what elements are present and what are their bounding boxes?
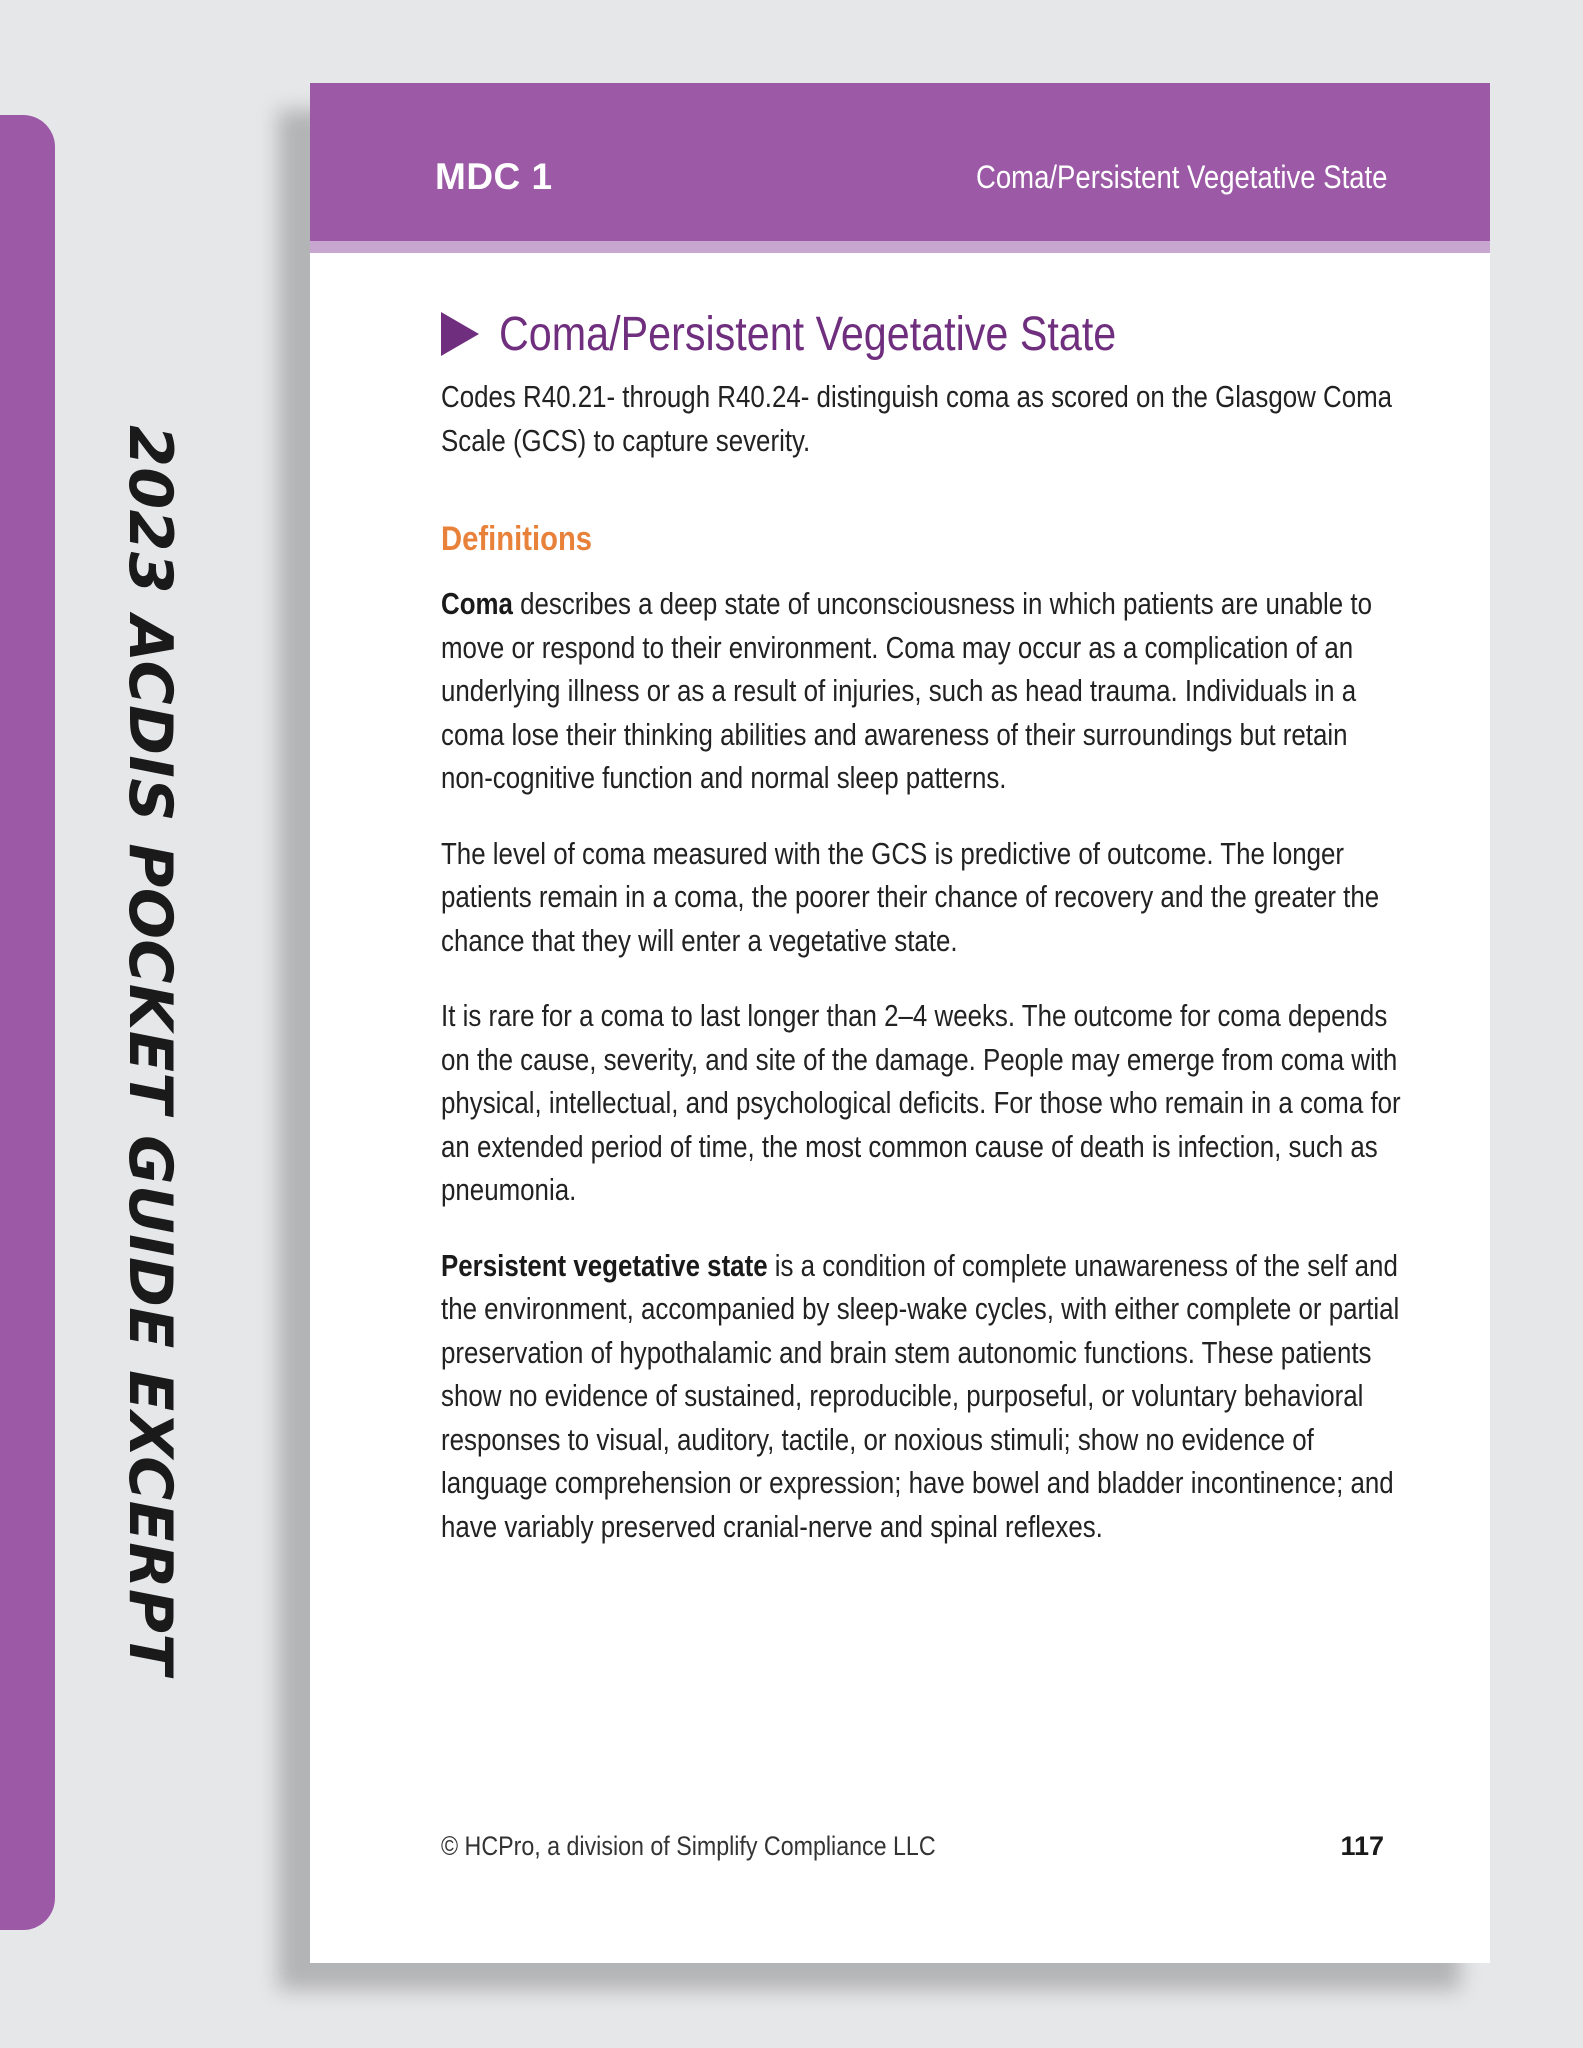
section-heading [441, 303, 1401, 365]
triangle-bullet-icon [441, 312, 479, 356]
page-card [310, 83, 1490, 1963]
page-number: 117 [1340, 1831, 1384, 1861]
side-tab [0, 115, 55, 1930]
paragraph-gcs-outcome: The level of coma measured with the GCS is predictive of outcome. The longer patients remain in a coma, the poorer their chance of recovery and the greater the chance that they will enter a vegetative state. [441, 835, 1380, 958]
paragraph-coma-duration: It is rare for a coma to last longer than 2–4 weeks. The outcome for coma depends on the cause, severity, and site of the damage. People may emerge from coma with physical, intellectual, and psychological deficits. For those who remain in a coma for an extended period of time, the most common cause of death is infection, such as pneumonia. [441, 998, 1401, 1207]
copyright-notice: © HCPro, a division of Simplify Compliance LLC [441, 1831, 936, 1861]
chapter-label: MDC 1 [435, 156, 553, 197]
definitions-heading: Definitions [441, 520, 593, 558]
definition-paragraph-coma [441, 582, 1401, 800]
side-title: 2023 ACDIS POCKET GUIDE EXCERPT [115, 425, 185, 1675]
page-header [310, 83, 1490, 253]
page-content [441, 303, 1401, 1548]
definition-text: is a condition of complete unawareness of the self and the environment, accompanied by sleep-wake cycles, with either complete or partial preservation of hypothalamic and brain stem autonomic functions. These patients show no evidence of sustained, reproducible, purposeful, or voluntary behavioral responses to visual, auditory, tactile, or noxious stimuli; show no evidence of language comprehension or expression; have bowel and bladder incontinence; and have variably preserved cranial-nerve and spinal reflexes. [441, 1247, 1400, 1544]
section-title: Coma/Persistent Vegetative State [499, 307, 1117, 361]
definition-paragraph-pvs [441, 1244, 1401, 1549]
intro-paragraph: Codes R40.21- through R40.24- distinguish coma as scored on the Glasgow Coma Scale (GCS) to capture severity. [441, 379, 1393, 458]
definition-text: describes a deep state of unconsciousness in which patients are unable to move or respond to their environment. Coma may occur as a complication of an underlying illness or as a result of injuries, such as head trauma. Individuals in a coma lose their thinking abilities and awareness of their surroundings but retain non-cognitive function and normal sleep patterns. [441, 586, 1372, 795]
term-coma: Coma [441, 586, 513, 621]
term-persistent-vegetative-state: Persistent vegetative state [441, 1247, 768, 1283]
running-topic: Coma/Persistent Vegetative State [975, 159, 1387, 195]
